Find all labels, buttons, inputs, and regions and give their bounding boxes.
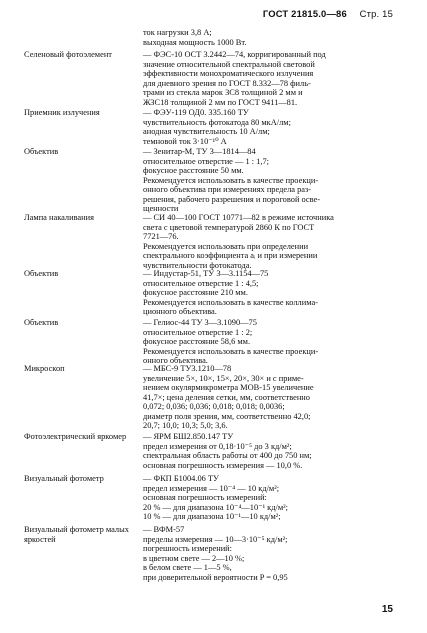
intro-line: ток нагрузки 3,8 А;: [143, 28, 212, 37]
description-line: предел измерения от 0,18·10⁻⁵ до 3 кд/м²;: [143, 441, 292, 451]
description-line: относительное отверстие 1 : 4,5;: [143, 278, 259, 288]
description-line: для дневного зрения по ГОСТ 8.332—78 филь-: [143, 78, 311, 88]
description-line: трами из стекла марок ЗС8 толщиной 2 мм и: [143, 88, 303, 97]
description-line: диаметр поля зрения, мм, соответственно 42,0;: [143, 411, 311, 421]
entry-term: Лампа накаливания: [24, 213, 94, 222]
entry-description: [143, 364, 405, 431]
entry-term: Визуальный фотометр: [24, 474, 104, 483]
description-line: щенности: [143, 204, 179, 213]
description-line: — СИ 40—100 ГОСТ 10771—82 в режиме источника: [143, 213, 334, 222]
description-line: — ЯРМ БШ2.850.147 ТУ: [143, 432, 234, 441]
description-line: нением окулярмикрометра МОВ-15 увеличение: [143, 383, 314, 392]
description-line: Рекомендуется использовать в качестве коллима-: [143, 297, 318, 307]
entry-term: Фотоэлектрический яркомер: [24, 432, 127, 441]
entry-term: Приемник излучения: [24, 108, 100, 117]
entry-description: [143, 525, 405, 582]
description-line: фокусное расстояние 50 мм.: [143, 166, 244, 175]
description-line: Рекомендуется использовать при определении: [143, 241, 309, 251]
description-line: чувствительности фотокатода.: [143, 260, 252, 270]
description-line: спектральная область работы от 400 до 750 нм;: [143, 451, 312, 460]
entry-term: Микроскоп: [24, 364, 65, 373]
description-line: основная погрешность измерений:: [143, 493, 267, 502]
description-line: основная погрешность измерения — 10,0 %.: [143, 460, 303, 470]
entry-description: [143, 50, 405, 107]
description-line: 41,7×; цена деления сетки, мм, соответственно: [143, 392, 310, 402]
standard-code: ГОСТ 21815.0—86: [262, 8, 347, 19]
description-line: — ФЭУ-119 ОД0. 335.160 ТУ: [143, 108, 249, 117]
description-line: ционного объектива.: [143, 307, 217, 316]
entry-term: Объектив: [24, 269, 59, 278]
description-line: в белом свете — 1—5 %,: [143, 563, 232, 572]
description-line: онного объектива.: [143, 356, 208, 365]
description-line: значение относительной спектральной световой: [143, 59, 315, 69]
entry-description: [143, 269, 405, 317]
description-line: анодная чувствительность 10 А/лм;: [143, 127, 270, 136]
entry-term: Объектив: [24, 147, 59, 156]
description-line: — Зенитар-М, ТУ 3—1814—84: [143, 147, 256, 156]
page-number: 15: [381, 604, 393, 615]
entry-term: Селеновый фотоэлемент: [24, 50, 112, 59]
description-line: — Индустар-51, ТУ 3—3.1154—75: [143, 269, 269, 278]
entry-description: [143, 318, 405, 366]
description-line: онного объектива при измерениях предела раз-: [143, 185, 312, 194]
description-line: увеличение 5×, 10×, 15×, 20×, 30× и с приме-: [143, 373, 304, 383]
description-line: при доверительной вероятности P = 0,95: [143, 572, 288, 582]
description-line: темновой ток 3·10⁻¹⁰ А: [143, 136, 227, 146]
entry-term: Объектив: [24, 318, 59, 327]
entry-description: [143, 432, 405, 470]
entry-description: [143, 147, 405, 214]
description-line: 7721—76.: [143, 232, 179, 241]
description-line: относительное отверстие 1 : 2;: [143, 327, 253, 337]
description-line: 20,7; 10,0; 10,3; 5,0; 3,6.: [143, 421, 228, 430]
entry-term: Визуальный фотометр малых яркостей: [24, 525, 129, 544]
description-line: фокусное расстояние 58,6 мм.: [143, 337, 251, 346]
description-line: — Гелиос-44 ТУ 3—3.1090—75: [143, 318, 257, 327]
entry-description: [143, 108, 405, 146]
description-line: — ВФМ-57: [143, 525, 185, 534]
description-line: — МБС-9 ТУ3.1210—78: [143, 364, 232, 373]
description-line: пределы измерения — 10—3·10⁻⁵ кд/м²;: [143, 534, 288, 544]
description-line: 10 % — для диапазона 10⁻¹—10 кд/м²;: [143, 512, 281, 521]
description-line: Рекомендуется использовать в качестве проекци-: [143, 175, 319, 185]
description-line: спектрального коэффициента aᵢ и при измерении: [143, 251, 318, 260]
description-line: решения, рабочего разрешения и пороговой осве-: [143, 194, 321, 204]
page-label: Стр. 15: [359, 8, 393, 19]
description-line: погрешность измерений:: [143, 544, 232, 553]
page-header: [263, 8, 393, 19]
description-line: Рекомендуется использовать в качестве проекци-: [143, 346, 319, 356]
description-line: 20 % — для диапазона 10⁻⁴—10⁻¹ кд/м²;: [143, 502, 288, 512]
description-line: предел измерения — 10⁻⁴ — 10 кд/м²;: [143, 483, 280, 493]
description-line: в цветном свете — 2—10 %;: [143, 553, 245, 563]
description-line: фокусное расстояние 210 мм.: [143, 288, 248, 297]
description-line: ЖЗС18 толщиной 2 мм по ГОСТ 9411—81.: [143, 97, 298, 107]
description-line: — ФКП Б1004.06 ТУ: [143, 474, 219, 483]
entry-description: [143, 213, 405, 270]
entry-description: [143, 474, 405, 522]
description-line: 0,072; 0,036; 0,036; 0,018; 0,018; 0,0036;: [143, 402, 285, 411]
description-line: — ФЭС-10 ОСТ 3.2442—74, корригированный под: [143, 50, 326, 59]
description-line: эффективности монохроматического излучения: [143, 69, 314, 78]
description-line: относительное отверстие — 1 : 1,7;: [143, 156, 269, 166]
description-line: света с цветовой температурой 2860 К по ГОСТ: [143, 222, 315, 232]
intro-block: [143, 28, 405, 47]
description-line: чувствительность фотокатода 80 мкА/лм;: [143, 117, 291, 127]
intro-line: выходная мощность 1000 Вт.: [143, 37, 247, 47]
